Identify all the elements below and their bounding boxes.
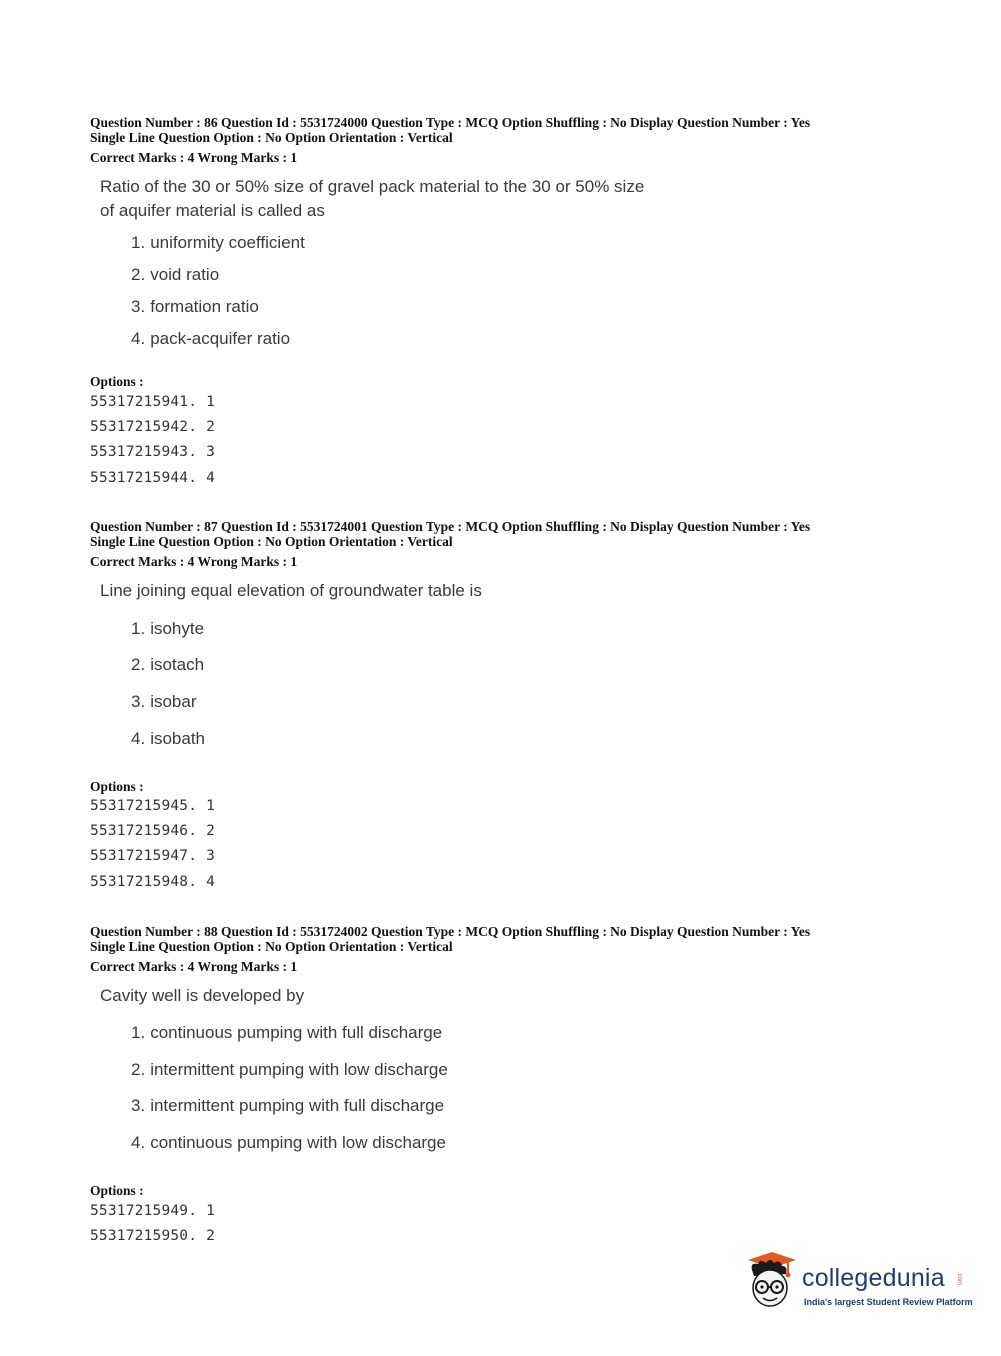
choice-label: isotach xyxy=(150,655,205,674)
choice-number: 2. xyxy=(131,655,146,674)
choice-label: formation ratio xyxy=(150,297,259,316)
question-marks: Correct Marks : 4 Wrong Marks : 1 xyxy=(90,150,298,165)
options-label: Options : xyxy=(90,1183,144,1198)
choice-number: 1. xyxy=(131,1023,146,1042)
choice-label: continuous pumping with full discharge xyxy=(150,1023,443,1042)
choice-item xyxy=(131,729,205,749)
choice-item xyxy=(131,1023,442,1043)
choice-item xyxy=(131,692,197,712)
question-meta-line2: Single Line Question Option : No Option Orientation : Vertical xyxy=(90,939,453,954)
choice-label: void ratio xyxy=(150,265,220,284)
choice-label: intermittent pumping with low discharge xyxy=(150,1060,448,1079)
question-meta-line1: Question Number : 87 Question Id : 5531724001 Question Type : MCQ Option Shuffling : No Display Question Number : Yes xyxy=(90,519,811,534)
choice-number: 2. xyxy=(131,265,146,284)
question-marks: Correct Marks : 4 Wrong Marks : 1 xyxy=(90,959,298,974)
option-id-row: 55317215941. 1 xyxy=(90,394,216,410)
choice-label: intermittent pumping with full discharge xyxy=(150,1096,445,1115)
option-id-row: 55317215947. 3 xyxy=(90,848,216,864)
choice-number: 4. xyxy=(131,329,146,348)
option-id-row: 55317215944. 4 xyxy=(90,470,216,486)
logo-domain-suffix: .com xyxy=(956,1272,962,1286)
logo-tagline: India's largest Student Review Platform xyxy=(804,1297,973,1307)
choice-label: isohyte xyxy=(150,619,205,638)
option-id-row: 55317215942. 2 xyxy=(90,419,216,435)
question-marks: Correct Marks : 4 Wrong Marks : 1 xyxy=(90,554,298,569)
question-text: Cavity well is developed by xyxy=(100,986,305,1005)
option-id-row: 55317215943. 3 xyxy=(90,444,216,460)
options-label: Options : xyxy=(90,374,144,389)
options-label: Options : xyxy=(90,779,144,794)
choice-number: 1. xyxy=(131,619,146,638)
choice-item xyxy=(131,655,204,675)
choice-item xyxy=(131,619,204,639)
choice-number: 3. xyxy=(131,1096,146,1115)
choice-label: pack-acquifer ratio xyxy=(150,329,291,348)
choice-item xyxy=(131,1133,446,1153)
choice-number: 2. xyxy=(131,1060,146,1079)
question-meta-line1: Question Number : 88 Question Id : 5531724002 Question Type : MCQ Option Shuffling : No Display Question Number : Yes xyxy=(90,924,811,939)
choice-number: 4. xyxy=(131,729,146,748)
logo-wordmark: collegedunia xyxy=(802,1264,945,1292)
choice-number: 4. xyxy=(131,1133,146,1152)
mascot-icon xyxy=(742,1250,800,1312)
question-meta-line1: Question Number : 86 Question Id : 5531724000 Question Type : MCQ Option Shuffling : No Display Question Number : Yes xyxy=(90,115,811,130)
choice-item xyxy=(131,265,219,285)
choice-item xyxy=(131,297,259,317)
choice-item xyxy=(131,233,305,253)
choice-item xyxy=(131,329,290,349)
choice-label: isobath xyxy=(150,729,206,748)
choice-item xyxy=(131,1060,448,1080)
option-id-row: 55317215949. 1 xyxy=(90,1203,216,1219)
choice-label: continuous pumping with low discharge xyxy=(150,1133,446,1152)
option-id-row: 55317215948. 4 xyxy=(90,874,216,890)
choice-number: 1. xyxy=(131,233,146,252)
choice-label: uniformity coefficient xyxy=(150,233,305,252)
choice-number: 3. xyxy=(131,297,146,316)
question-meta-line2: Single Line Question Option : No Option Orientation : Vertical xyxy=(90,130,453,145)
option-id-row: 55317215945. 1 xyxy=(90,798,216,814)
question-text: Line joining equal elevation of groundwater table is xyxy=(100,581,482,600)
choice-item xyxy=(131,1096,444,1116)
collegedunia-logo xyxy=(742,1250,972,1312)
option-id-row: 55317215950. 2 xyxy=(90,1228,216,1244)
option-id-row: 55317215946. 2 xyxy=(90,823,216,839)
choice-label: isobar xyxy=(150,692,197,711)
question-text: Ratio of the 30 or 50% size of gravel pack material to the 30 or 50% size of aquifer material is called as xyxy=(100,177,645,220)
question-meta-line2: Single Line Question Option : No Option Orientation : Vertical xyxy=(90,534,453,549)
choice-number: 3. xyxy=(131,692,146,711)
